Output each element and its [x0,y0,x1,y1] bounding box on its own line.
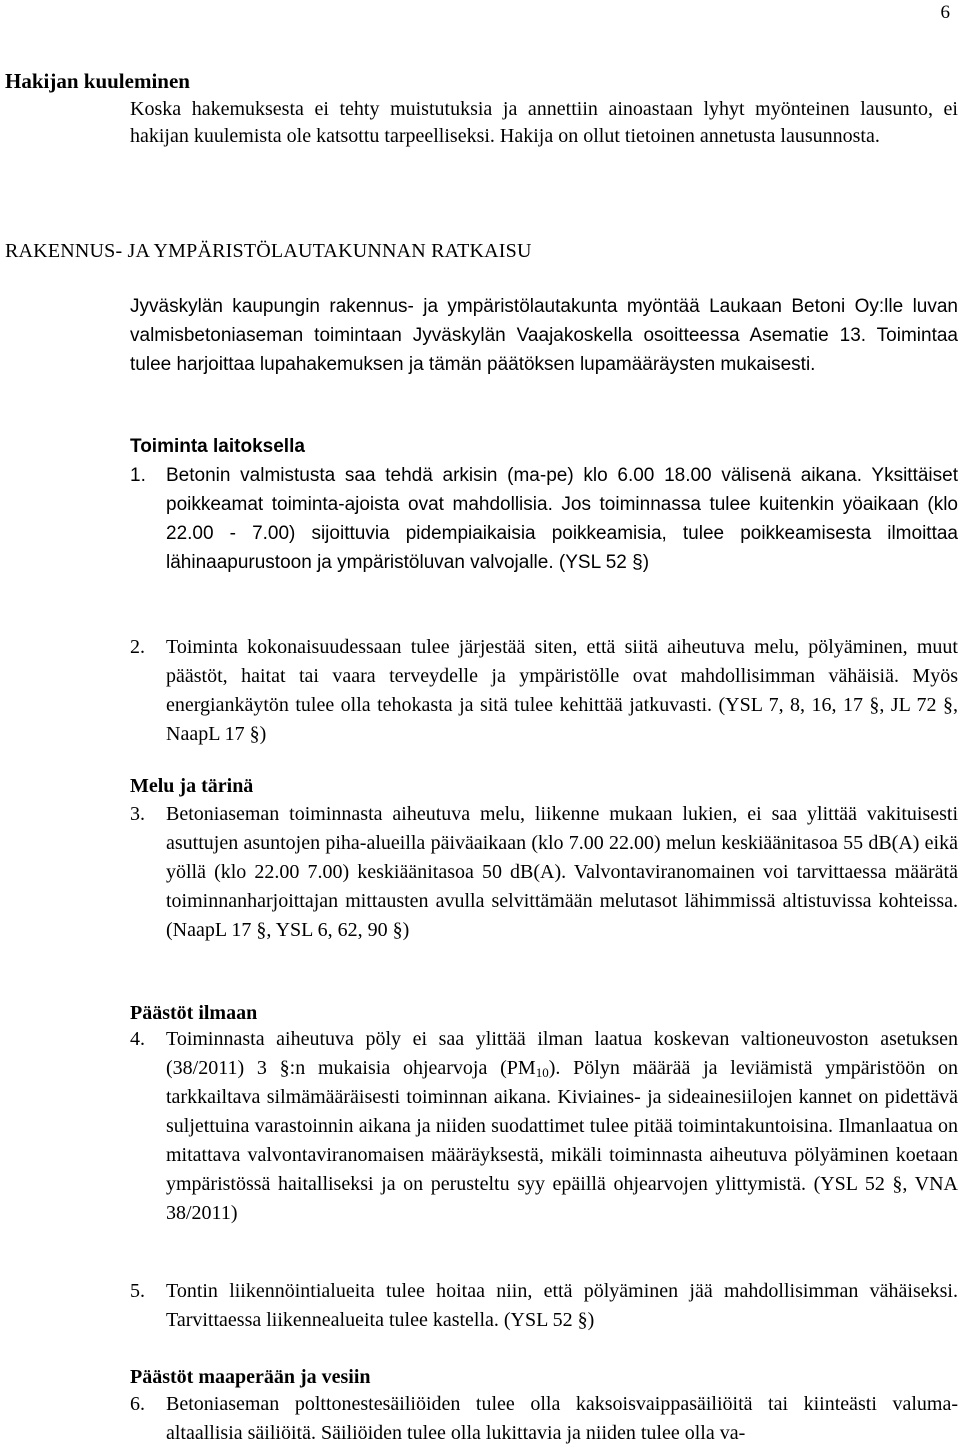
list-item [130,1025,958,1228]
item-text [166,1025,958,1228]
item-number: 5. [130,1280,145,1302]
decision-intro [130,292,958,379]
item-text: Betoniaseman polttonestesäiliöiden tulee olla kaksoisvaippasäiliöitä tai kiinteästi valuma-altaallisia säiliöitä. Säiliöiden tulee olla lukittavia ja niiden tulee olla va- [166,1393,958,1444]
section-title-operation: Toiminta laitoksella [130,436,305,457]
item-text: Toiminta kokonaisuudessaan tulee järjestää siten, että siitä aiheutuva melu, pölyäminen, muut päästöt, haitat tai vaara terveydelle ja ympäristölle ovat mahdollisimman vähäisiä. Myös energiankäytön tulee olla tehokasta ja sitä tulee kehittää jatkuvasti. (YSL 7, 8, 16, 17 §, JL 72 §, NaapL 17 §) [166,636,958,745]
item-text: Betoniaseman toiminnasta aiheutuva melu, liikenne mukaan lukien, ei saa ylittää vakituisesti asuttujen asuntojen piha-alueilla päiväaikaan (klo 7.00 22.00) melun keskiäänitasoa 55 dB(A) eikä yöllä (klo 22.00 7.00) keskiäänitasoa 50 dB(A). Valvontaviranomainen voi tarvittaessa määrätä toiminnanharjoittajan mittausten avulla selvittämään melutasot lähimmissä altistuvissa kohteissa. (NaapL 17 §, YSL 6, 62, 90 §) [166,803,958,941]
item-text-part: ). Pölyn määrää ja leviämistä ympäristöön on tarkkailtava silmämääräisesti toiminnan aikana. Kiviaines- ja sideainesiilojen kannet on pidettävä suljettuina varastoinnin aikana ja niiden suodattimet tulee pitää toimintakuntoisina. Ilmanlaatua on mitattava valvontaviranomaisen määräyksestä, mikäli toiminnasta aiheutuva pölyäminen koetaan ympäristössä haitalliseksi ja on perusteltu syy epäillä ohjearvojen ylittymistä. (YSL 52 §, VNA 38/2011) [166,1057,959,1224]
item-number: 3. [130,803,145,825]
decision-intro-paragraph: Jyväskylän kaupungin rakennus- ja ympäristölautakunta myöntää Laukaan Betoni Oy:lle luvan valmisbetoniaseman toimintaan Jyväskylän Vaajakoskella osoitteessa Asematie 13. Toimintaa tulee harjoittaa lupahakemuksen ja tämän päätöksen lupamääräysten mukaisesti. [130,296,958,375]
list-item [130,633,958,749]
decision-title: RAKENNUS- JA YMPÄRISTÖLAUTAKUNNAN RATKAISU [5,240,532,262]
list-item [130,1277,958,1335]
hearing-text [130,96,958,149]
hearing-paragraph: Koska hakemuksesta ei tehty muistutuksia ja annettiin ainoastaan lyhyt myönteinen lausunto, ei hakijan kuulemista ole katsottu tarpeelliseksi. Hakija on ollut tietoinen annetusta lausunnosta. [130,98,958,147]
item-text: Betonin valmistusta saa tehdä arkisin (ma-pe) klo 6.00 18.00 välisenä aikana. Yksittäiset poikkeamat toiminta-ajoista ovat mahdollisia. Jos toiminnassa tulee kuitenkin yöaikaan (klo 22.00 - 7.00) sijoittuvia pidempiaikaisia poikkeamisia, tulee poikkeamisesta ilmoittaa lähinaapurustoon ja ympäristöluvan valvojalle. (YSL 52 §) [166,465,958,573]
section-title-air: Päästöt ilmaan [130,1002,258,1024]
list-item [130,461,958,577]
item-number: 2. [130,636,145,658]
item-text-part: Toiminnasta aiheutuva pöly ei saa ylittää ilman laatua koskevan valtioneuvoston asetuksen (38/2011) 3 §:n mukaisia ohjearvoja (PM [166,1028,958,1079]
section-title-noise: Melu ja tärinä [130,775,254,797]
page-number: 6 [940,2,950,23]
hearing-heading: Hakijan kuuleminen [5,69,190,93]
item-number: 4. [130,1028,145,1050]
list-item [130,1390,958,1448]
section-title-soil: Päästöt maaperään ja vesiin [130,1366,371,1388]
pm-subscript: 10 [535,1065,549,1080]
item-text: Tontin liikennöintialueita tulee hoitaa niin, että pölyäminen jää mahdollisimman vähäiseksi. Tarvittaessa liikennealueita tulee kastella. (YSL 52 §) [166,1280,958,1331]
item-number: 6. [130,1393,145,1415]
item-number: 1. [130,465,146,486]
list-item [130,800,958,945]
